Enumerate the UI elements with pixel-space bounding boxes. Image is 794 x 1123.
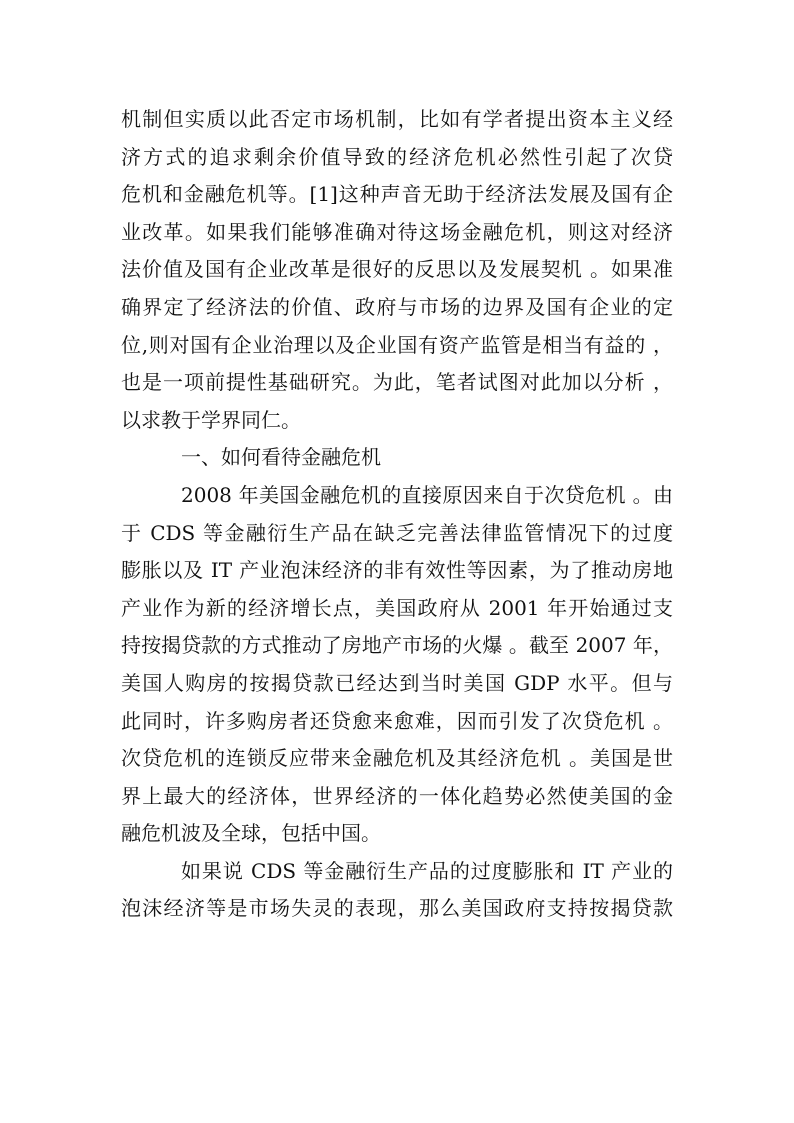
text-line: 此同时，许多购房者还贷愈来愈难，因而引发了次贷危机 。 [121, 708, 673, 733]
text-line: 如果说 CDS 等金融衍生产品的过度膨胀和 IT 产业的 [181, 858, 673, 883]
text-line: 泡沫经济等是市场失灵的表现，那么美国政府支持按揭贷款 [121, 896, 673, 921]
text-line: 法价值及国有企业改革是很好的反思以及发展契机 。如果准 [121, 257, 673, 282]
text-line: 也是一项前提性基础研究。为此，笔者试图对此加以分析 ， [121, 370, 673, 395]
text-line: 产业作为新的经济增长点，美国政府从 2001 年开始通过支 [121, 595, 673, 620]
text-line: 位,则对国有企业治理以及企业国有资产监管是相当有益的 ， [121, 332, 673, 357]
text-line: 膨胀以及 IT 产业泡沫经济的非有效性等因素，为了推动房地 [121, 558, 673, 583]
text-line: 确界定了经济法的价值、政府与市场的边界及国有企业的定 [121, 294, 673, 319]
text-line: 业改革。如果我们能够准确对待这场金融危机，则这对经济 [121, 219, 673, 244]
text-line: 济方式的追求剩余价值导致的经济危机必然性引起了次贷 [121, 144, 673, 169]
text-line: 于 CDS 等金融衍生产品在缺乏完善法律监管情况下的过度 [121, 520, 673, 545]
text-line: 美国人购房的按揭贷款已经达到当时美国 GDP 水平。但与 [121, 670, 673, 695]
text-line: 2008 年美国金融危机的直接原因来自于次贷危机 。由 [181, 482, 673, 507]
text-line: 危机和金融危机等。[1]这种声音无助于经济法发展及国有企 [121, 182, 673, 207]
text-line: 机制但实质以此否定市场机制，比如有学者提出资本主义经 [121, 107, 673, 131]
section-heading: 一、如何看待金融危机 [181, 445, 381, 470]
body-text [121, 101, 673, 928]
text-line: 界上最大的经济体，世界经济的一体化趋势必然使美国的金 [121, 783, 673, 808]
text-line: 以求教于学界同仁。 [121, 407, 301, 432]
text-line: 持按揭贷款的方式推动了房地产市场的火爆 。截至 2007 年， [121, 633, 673, 658]
text-line: 融危机波及全球，包括中国。 [121, 821, 381, 846]
text-line: 次贷危机的连锁反应带来金融危机及其经济危机 。美国是世 [121, 746, 673, 771]
